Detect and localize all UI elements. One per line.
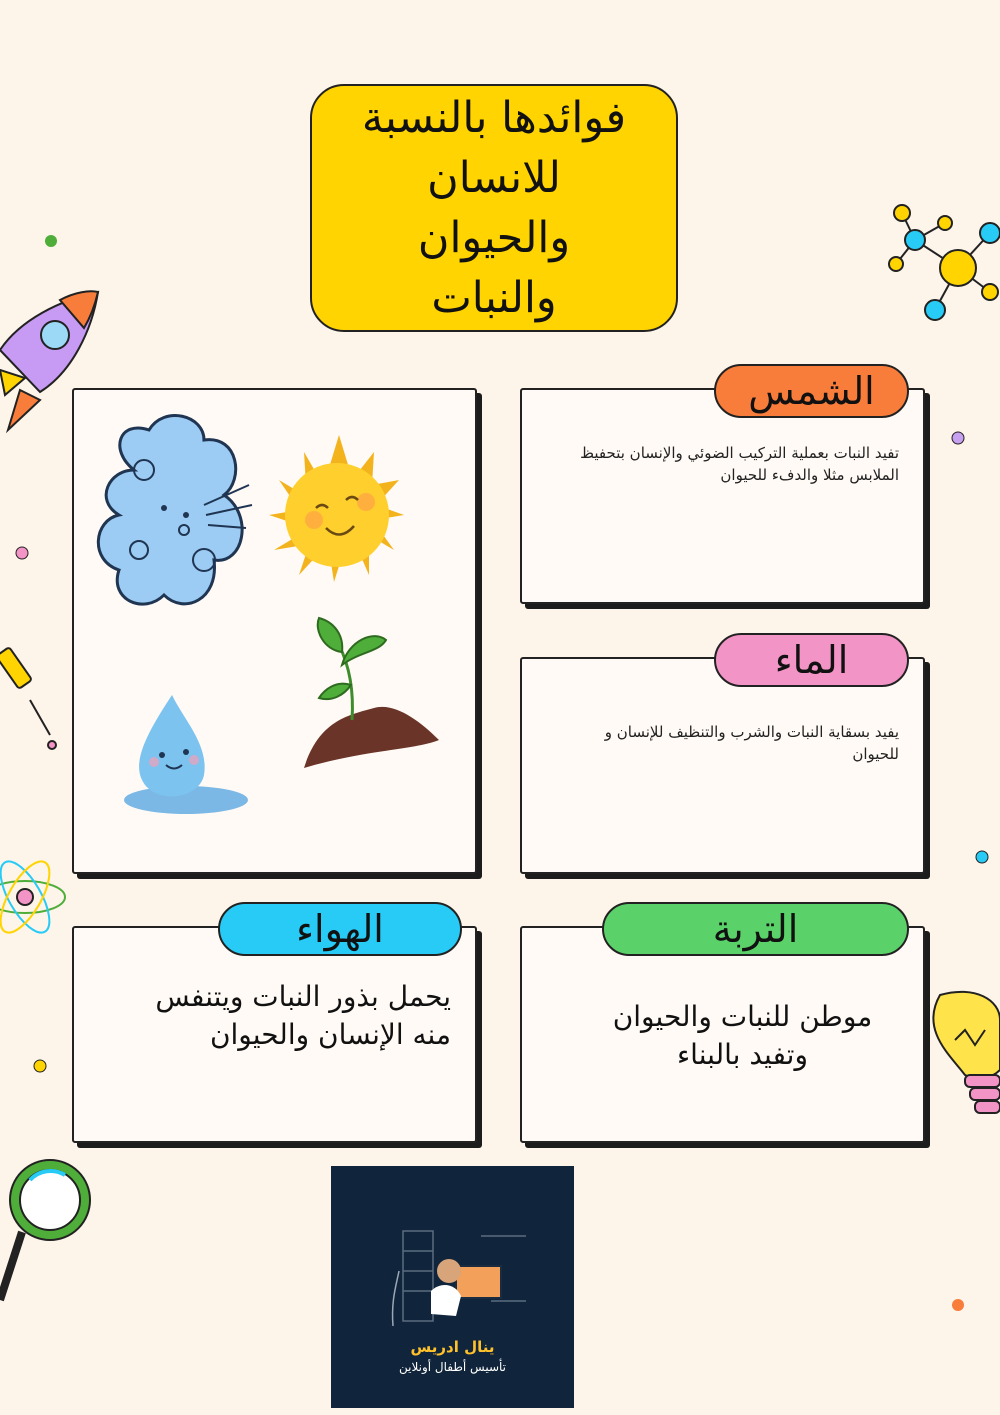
title-line-4: والنبات: [431, 273, 557, 323]
logo-tagline: تأسيس أطفال أونلاين: [398, 1360, 507, 1374]
air-label: الهواء: [218, 902, 462, 956]
soil-label: التربة: [602, 902, 909, 956]
logo: [331, 1166, 574, 1408]
dot-icon: [952, 432, 964, 444]
syringe-icon: [0, 647, 56, 749]
water-description: يفيد بسقاية النبات والشرب والتنظيف للإنسان و للحيوان: [604, 723, 899, 763]
dot-icon: [16, 547, 28, 559]
magnifier-icon: [0, 1160, 90, 1300]
title-line-3: والحيوان: [417, 213, 571, 263]
sun-description: تفيد النبات بعملية التركيب الضوئي والإنسان بتحفيظ الملابس مثلا والدفء للحيوان: [580, 444, 899, 484]
sun-card: [520, 388, 925, 604]
air-card: [72, 926, 477, 1143]
title-box: [310, 84, 678, 332]
atom-icon: [0, 854, 65, 939]
sprout-icon: [304, 618, 439, 768]
dot-icon: [976, 851, 988, 863]
dot-icon: [952, 1299, 964, 1311]
molecule-icon: [889, 205, 1000, 320]
teacher-illustration-icon: [331, 1166, 574, 1336]
title-line-2: للانسان: [427, 153, 561, 203]
water-label: الماء: [714, 633, 909, 687]
soil-card: [520, 926, 925, 1143]
soil-description: موطن للنبات والحيوان وتفيد بالبناء: [612, 1000, 873, 1071]
water-card: [520, 657, 925, 874]
sun-icon: [269, 435, 404, 582]
dot-icon: [34, 1060, 46, 1072]
illustrations-card: [72, 388, 477, 874]
air-description: يحمل بذور النبات ويتنفس منه الإنسان والحيوان: [155, 980, 451, 1051]
title-line-1: فوائدها بالنسبة: [361, 93, 627, 143]
water-drop-icon: [124, 695, 248, 814]
logo-name: ينال ادريس: [410, 1338, 495, 1356]
light-bulb-icon: [933, 992, 1000, 1113]
wind-cloud-icon: [98, 416, 252, 605]
sun-label: الشمس: [714, 364, 909, 418]
dot-icon: [45, 235, 57, 247]
illustrations: [74, 390, 479, 876]
